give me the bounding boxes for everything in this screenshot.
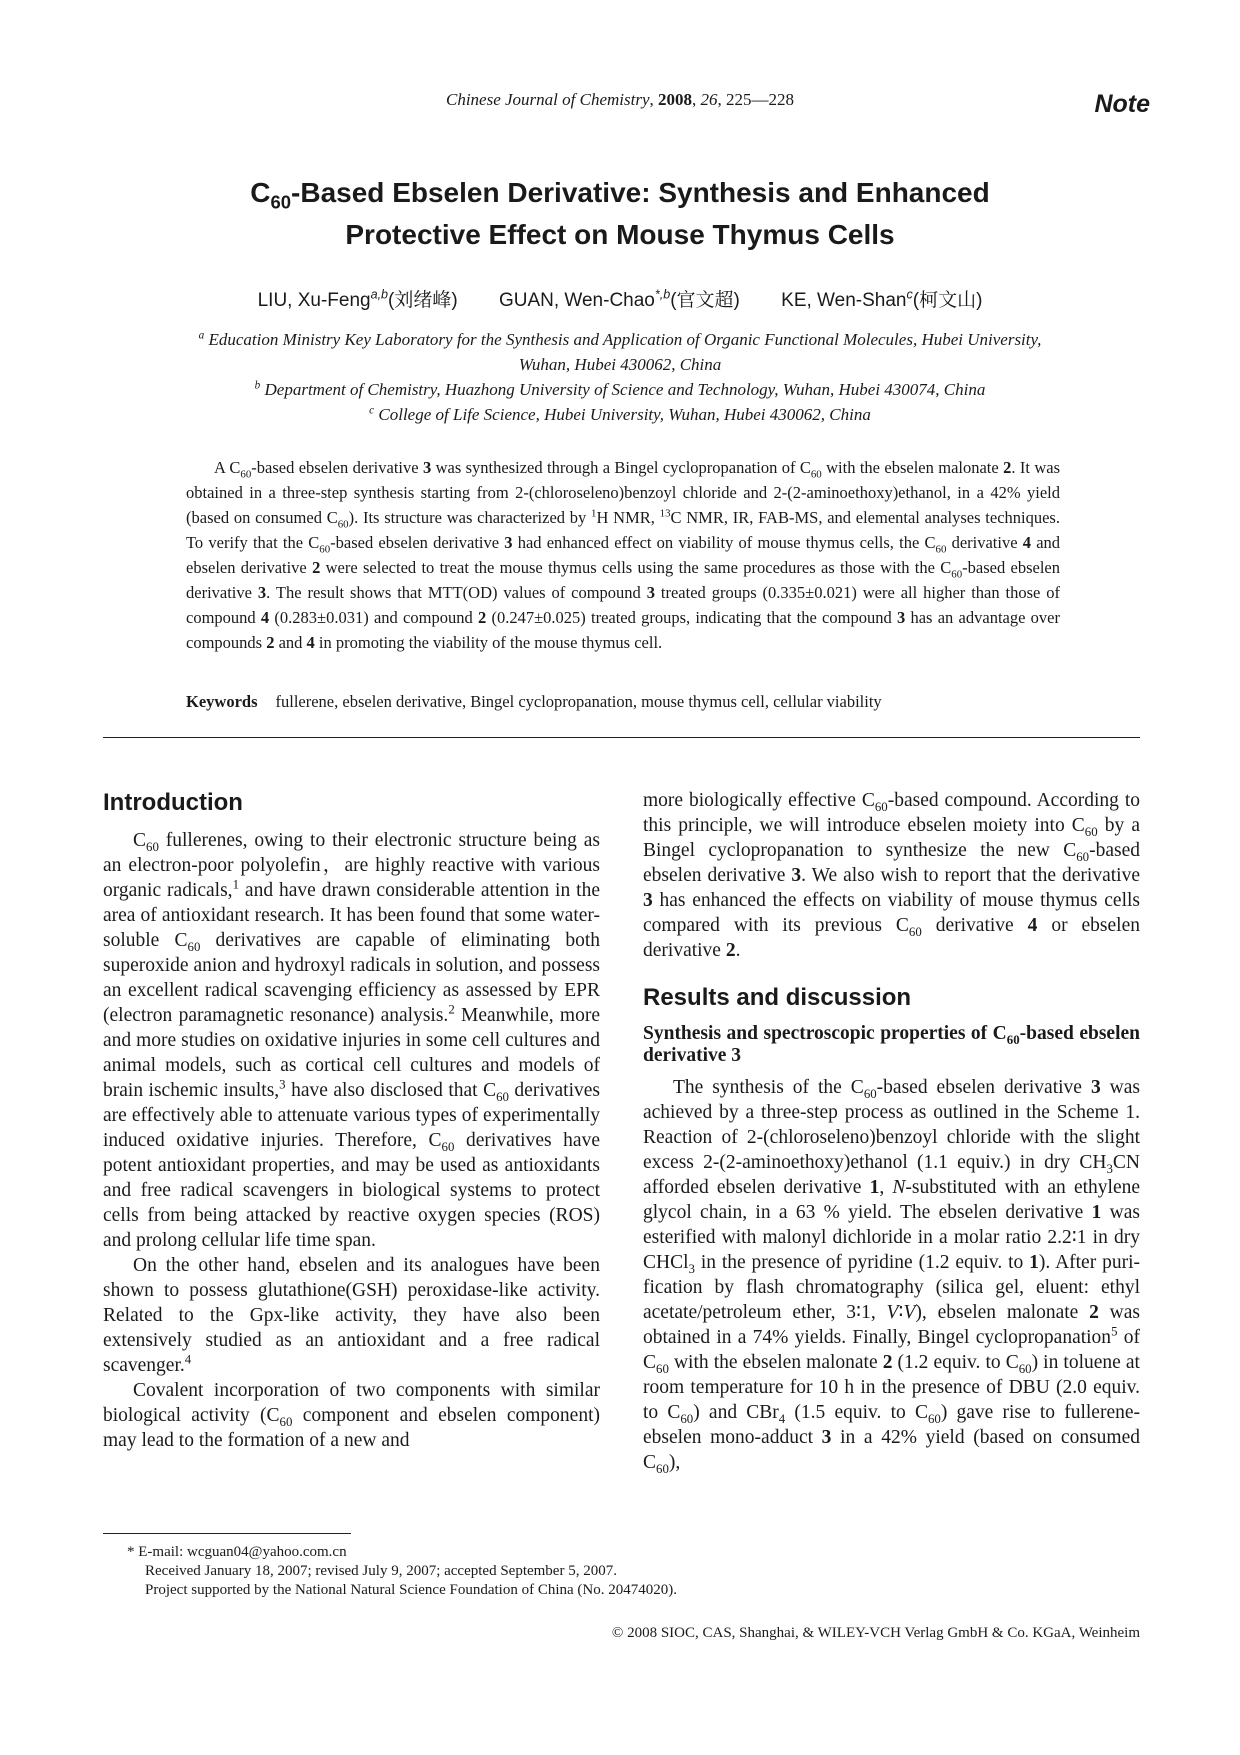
author-name: LIU, Xu-Feng (257, 290, 371, 311)
journal-year: 2008 (658, 90, 692, 109)
title-line-1: -Based Ebselen Derivative: Synthesis and Enhanced (291, 177, 990, 208)
footnote-project: Project supported by the National Natural Science Foundation of China (No. 20474020). (145, 1582, 677, 1598)
keywords (186, 692, 1060, 712)
affiliation (180, 327, 1060, 377)
article-type-label: Note (1094, 90, 1150, 118)
affiliation-mark: c (369, 404, 375, 417)
affiliation-text: College of Life Science, Hubei University, Wuhan, Hubei 430062, China (378, 405, 871, 424)
body-paragraph: more biologically effective $C_{60}$-based compound. According to this principle, we will introduce ebselen moiety into $C_{60}$ by a Bingel cyclopropanation to synthesize the new $C_{60}$-based ebselen derivative 3. We also wish to report that the derivative 3 has enhanced the effects on viability of mouse thymus cells compared with its previous $C_{60}$ derivative 4 or ebselen derivative 2. (643, 790, 1140, 961)
author (257, 287, 458, 311)
author-marks: c (906, 287, 913, 302)
body-paragraph: On the other hand, ebselen and its analogues have been shown to possess glutathione(GSH) peroxidase-like activity. Related to the Gpx-like activity, they have also been extensively studied as an antioxidant and a free radical scavenger.$^4$ (103, 1255, 600, 1376)
keywords-label: Keywords (186, 692, 258, 711)
affiliation-mark: b (254, 379, 261, 392)
footnote-received: Received January 18, 2007; revised July 9, 2007; accepted September 5, 2007. (145, 1563, 617, 1579)
keywords-text: fullerene, ebselen derivative, Bingel cyclopropanation, mouse thymus cell, cellular viability (275, 692, 882, 711)
title-line-2: Protective Effect on Mouse Thymus Cells (345, 219, 895, 250)
author-chinese-name: (柯文山) (912, 290, 983, 311)
author-name: KE, Wen-Shan (781, 290, 907, 311)
author (781, 287, 983, 311)
title-c60-subscript: 60 (270, 191, 292, 213)
affiliation (180, 377, 1060, 402)
footnote-divider (103, 1533, 351, 1534)
author-name: GUAN, Wen-Chao (498, 290, 655, 311)
affiliation (180, 402, 1060, 427)
body-paragraph: $C_{60}$ fullerenes, owing to their electronic structure being as an electron-poor polyolefin，are highly reactive with various organic radicals,$^1$ and have drawn considerable attention in the area of antioxidant research. It has been found that some water-soluble $C_{60}$ derivatives are capable of eliminating both superoxide anion and hydroxyl radicals in solution, and possess an excellent radical scavenging efficiency as assessed by EPR (electron paramagnetic resonance) analysis.$^2$ Meanwhile, more and more studies on oxidative injuries in some cell cultures and animal models, such as cortical cell cultures and models of brain ischemic insults,$^3$ have also disclosed that $C_{60}$ derivatives are effectively able to attenuate various types of experimentally induced oxidative injuries. Therefore, $C_{60}$ derivatives have potent antioxidant properties, and may be used as antioxidants and free radical scavengers in biological systems to protect cells from being attacked by reactive oxygen species (ROS) and prolong cellular life time span. (103, 830, 600, 1251)
section-heading-results: Results and discussion (643, 984, 912, 1011)
abstract: A $C_{60}$-based ebselen derivative 3 was synthesized through a Bingel cyclopropanation of $C_{60}$ with the ebselen malonate 2. It was obtained in a three-step synthesis starting from 2-(chloroseleno)benzoyl chloride and 2-(2-aminoethoxy)ethanol, in a 42% yield (based on consumed $C_{60}$). Its structure was characterized by $^1$H NMR, $^{13}$C NMR, IR, FAB-MS, and elemental analyses techniques. To verify that the $C_{60}$-based ebselen derivative 3 had enhanced effect on viability of mouse thymus cells, the $C_{60}$ derivative 4 and ebselen derivative 2 were selected to treat the mouse thymus cells using the same procedures as those with the $C_{60}$-based ebselen derivative 3. The result shows that MTT(OD) values of compound 3 treated groups (0.335±0.021) were all higher than those of compound 4 (0.283±0.031) and compound 2 (0.247±0.025) treated groups, indicating that the compound 3 has an advantage over compounds 2 and 4 in promoting the viability of the mouse thymus cell. (186, 458, 1061, 652)
subsection-heading: Synthesis and spectroscopic properties of $C_{60}$-based ebselen derivative 3 (643, 1023, 1140, 1066)
article-title (160, 172, 1080, 256)
running-head: Chinese Journal of Chemistry, 2008, 26, 225—228 (445, 90, 794, 109)
affiliation-text: Education Ministry Key Laboratory for the Synthesis and Application of Organic Functional Molecules, Hubei University, Wuhan, Hubei 430062, China (208, 330, 1042, 374)
author-marks: *,b (654, 287, 671, 302)
footnote-email: * E-mail: wcguan04@yahoo.com.cn (127, 1544, 347, 1560)
body-paragraph: Covalent incorporation of two components with similar biological activity ($C_{60}$ component and ebselen component) may lead to the formation of a new and (103, 1380, 600, 1451)
author-list (0, 285, 1240, 312)
left-column (103, 788, 600, 1453)
section-heading-introduction: Introduction (103, 789, 243, 816)
author (498, 287, 740, 311)
affiliation-text: Department of Chemistry, Huazhong University of Science and Technology, Wuhan, Hubei 430074, China (264, 380, 986, 399)
affiliation-mark: a (198, 329, 205, 342)
author-marks: a,b (370, 287, 389, 302)
title-c60: C (250, 177, 271, 208)
footnotes (127, 1543, 677, 1600)
affiliations (180, 327, 1060, 427)
author-chinese-name: (刘绪峰) (388, 290, 458, 311)
right-column (643, 788, 1140, 1475)
journal-volume: 26 (700, 90, 718, 109)
journal-name: Chinese Journal of Chemistry (445, 90, 650, 109)
author-chinese-name: (官文超) (670, 290, 740, 311)
copyright-notice: © 2008 SIOC, CAS, Shanghai, & WILEY-VCH Verlag GmbH & Co. KGaA, Weinheim (611, 1625, 1140, 1641)
journal-pages: 225—228 (726, 90, 794, 109)
body-paragraph: The synthesis of the $C_{60}$-based ebselen derivative 3 was achieved by a three-step process as outlined in the Scheme 1. Reaction of 2-(chloroseleno)benzoyl chloride with the slight excess 2-(2-aminoethoxy)ethanol (1.1 equiv.) in dry $CH_3CN$ afforded ebselen derivative 1, N-substituted with an ethylene glycol chain, in a 63 % yield. The ebselen derivative 1 was esterified with malonyl dichloride in a molar ratio 2.2∶1 in dry CHCl$_3$ in the presence of pyridine (1.2 equiv. to 1). After purification by flash chromatography (silica gel, eluent: ethyl acetate/petroleum ether, 3∶1, V∶V), ebselen malonate 2 was obtained in a 74% yields. Finally, Bingel cyclopropanation$^5$ of $C_{60}$ with the ebselen malonate 2 (1.2 equiv. to $C_{60}$) in toluene at room temperature for 10 h in the presence of DBU (2.0 equiv. to $C_{60}$) and CBr$_4$ (1.5 equiv. to $C_{60}$) gave rise to fullerene-ebselen mono-adduct 3 in a 42% yield (based on consumed $C_{60}$), (643, 1077, 1141, 1476)
header-divider (103, 737, 1140, 738)
